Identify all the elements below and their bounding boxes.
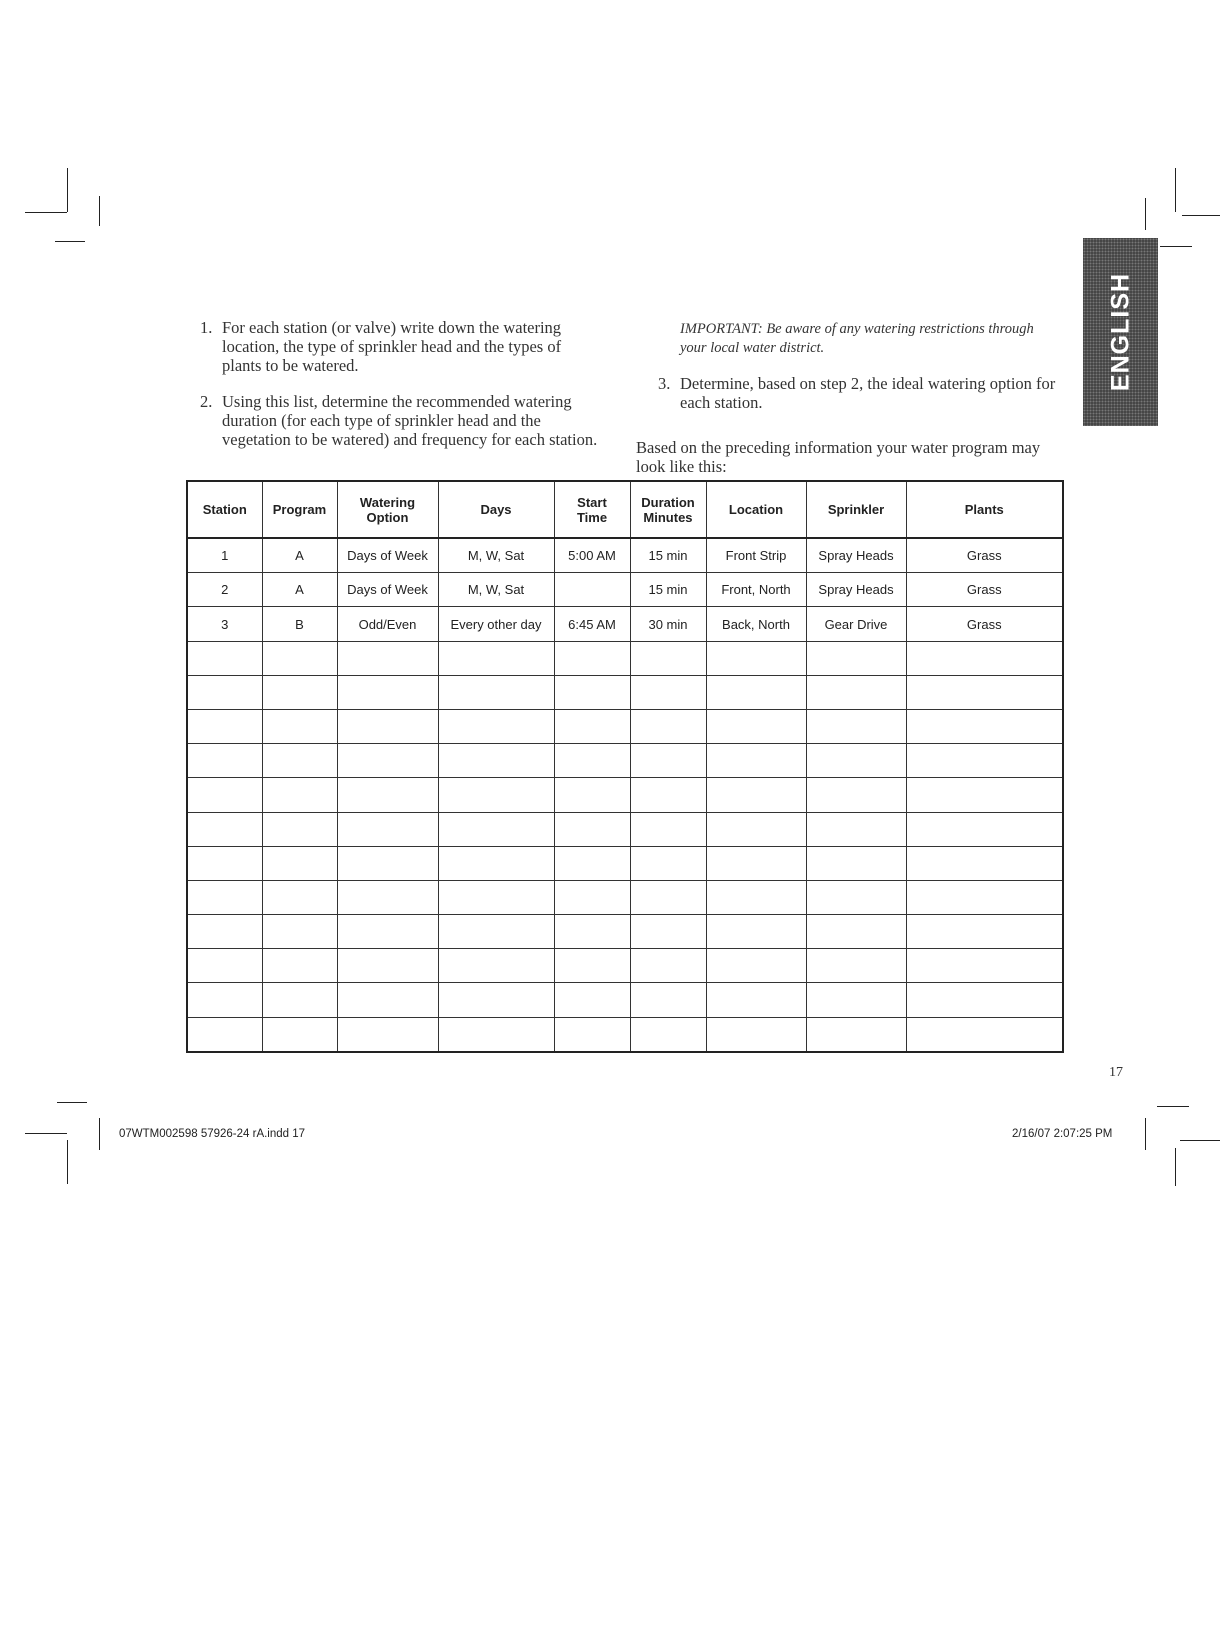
empty-cell [187,949,262,983]
empty-cell [187,880,262,914]
empty-cell [706,880,806,914]
text-line: Using this list, determine the recommended watering [222,392,572,411]
table-cell: Back, North [706,607,806,641]
column-header-label: Plants [964,502,1004,517]
empty-cell [706,812,806,846]
empty-cell [706,744,806,778]
empty-cell [337,915,438,949]
column-header [438,481,554,538]
empty-cell [438,675,554,709]
empty-cell [806,846,906,880]
empty-cell [187,675,262,709]
empty-cell [187,744,262,778]
empty-table-row [187,641,1063,675]
empty-cell [438,812,554,846]
page-number: 17 [1109,1065,1123,1080]
table-row [187,607,1063,641]
table-header-row [187,481,1063,538]
empty-cell [262,675,337,709]
crop-mark [67,168,68,212]
table-intro [636,438,1076,476]
empty-table-row [187,846,1063,880]
empty-cell [187,641,262,675]
text-line: plants to be watered. [222,356,359,375]
empty-table-row [187,1017,1063,1052]
empty-cell [630,778,706,812]
empty-cell [262,778,337,812]
table-cell: A [262,538,337,573]
empty-cell [706,949,806,983]
footer-timestamp: 2/16/07 2:07:25 PM [1012,1128,1113,1140]
empty-cell [806,1017,906,1052]
table-cell: Every other day [438,607,554,641]
empty-cell [806,641,906,675]
empty-cell [438,641,554,675]
text-line: your local water district. [680,340,825,356]
empty-cell [806,709,906,743]
text-line: For each station (or valve) write down the watering [222,318,562,337]
empty-cell [906,709,1063,743]
column-header-label: Days [480,502,512,517]
table-cell: M, W, Sat [438,538,554,573]
empty-cell [630,641,706,675]
empty-cell [262,1017,337,1052]
text-line: vegetation to be watered) and frequency for each station. [222,430,598,449]
column-header-label: Duration Minutes [641,494,695,525]
empty-cell [906,1017,1063,1052]
empty-cell [262,915,337,949]
empty-cell [337,880,438,914]
empty-cell [438,778,554,812]
empty-cell [630,675,706,709]
column-header [906,481,1063,538]
empty-table-row [187,915,1063,949]
empty-table-row [187,949,1063,983]
column-header [554,481,630,538]
empty-cell [906,915,1063,949]
empty-table-row [187,983,1063,1017]
step-number: 3. [658,374,671,393]
empty-cell [554,846,630,880]
empty-cell [187,778,262,812]
crop-mark [57,1102,87,1103]
step-number: 1. [200,318,213,337]
step-text [222,392,597,449]
table-cell: 15 min [630,538,706,573]
empty-cell [262,709,337,743]
empty-cell [906,641,1063,675]
empty-cell [630,709,706,743]
empty-cell [906,949,1063,983]
table-cell: 5:00 AM [554,538,630,573]
empty-cell [706,846,806,880]
empty-cell [337,1017,438,1052]
empty-cell [706,675,806,709]
empty-cell [906,880,1063,914]
crop-mark [67,1140,68,1184]
footer-filename: 07WTM002598 57926-24 rA.indd 17 [119,1128,306,1140]
column-header-label: Sprinkler [827,502,885,517]
text-line: look like this: [636,457,727,476]
empty-cell [906,778,1063,812]
empty-cell [554,983,630,1017]
empty-cell [187,983,262,1017]
text-line: duration (for each type of sprinkler head and the [222,411,541,430]
empty-cell [630,744,706,778]
empty-cell [630,983,706,1017]
table-cell: Gear Drive [806,607,906,641]
empty-cell [438,709,554,743]
empty-cell [706,915,806,949]
empty-cell [337,744,438,778]
table-row [187,538,1063,573]
empty-cell [554,880,630,914]
crop-mark [1180,1140,1220,1141]
empty-cell [630,812,706,846]
table-cell: 3 [187,607,262,641]
empty-cell [554,744,630,778]
crop-mark [1145,1118,1146,1150]
empty-cell [262,983,337,1017]
empty-cell [337,778,438,812]
crop-mark [25,212,67,213]
empty-cell [906,812,1063,846]
table-cell: Spray Heads [806,538,906,573]
empty-cell [554,709,630,743]
table-cell: 30 min [630,607,706,641]
empty-cell [554,675,630,709]
column-header-label: Location [728,502,784,517]
table-cell: Days of Week [337,538,438,573]
empty-cell [806,915,906,949]
step-text [680,374,1055,412]
instruction-step-2 [200,392,630,452]
text-line: IMPORTANT: Be aware of any watering restrictions through [680,321,1034,337]
column-header [262,481,337,538]
empty-cell [554,915,630,949]
empty-cell [187,915,262,949]
text-line: Based on the preceding information your water program may [636,438,1041,457]
empty-cell [806,675,906,709]
table-cell [554,573,630,607]
table-cell: B [262,607,337,641]
empty-cell [337,983,438,1017]
empty-cell [630,949,706,983]
step-number: 2. [200,392,213,411]
empty-cell [262,949,337,983]
empty-cell [337,812,438,846]
empty-cell [554,778,630,812]
empty-table-row [187,880,1063,914]
empty-cell [906,846,1063,880]
empty-cell [706,709,806,743]
crop-mark [99,196,100,226]
empty-cell [806,880,906,914]
empty-table-row [187,812,1063,846]
empty-cell [187,1017,262,1052]
empty-cell [706,983,806,1017]
empty-cell [806,778,906,812]
step-text [222,318,561,375]
watering-schedule-table [186,480,1064,1053]
empty-cell [337,846,438,880]
crop-mark [1160,246,1192,247]
empty-cell [630,915,706,949]
empty-cell [630,880,706,914]
crop-mark [1157,1106,1189,1107]
empty-cell [262,812,337,846]
empty-cell [630,846,706,880]
empty-cell [706,778,806,812]
empty-cell [337,949,438,983]
table-cell: M, W, Sat [438,573,554,607]
empty-cell [906,983,1063,1017]
table-cell: 6:45 AM [554,607,630,641]
text-line: Determine, based on step 2, the ideal watering option for [680,374,1056,393]
column-header [706,481,806,538]
important-note [680,320,1080,358]
column-header [337,481,438,538]
table-cell: Grass [906,607,1063,641]
column-header-label: Station [202,502,247,517]
table-cell: Grass [906,538,1063,573]
table-cell: Front Strip [706,538,806,573]
empty-cell [906,744,1063,778]
table-cell: A [262,573,337,607]
column-header [630,481,706,538]
empty-cell [554,812,630,846]
empty-cell [554,949,630,983]
empty-cell [262,846,337,880]
empty-cell [438,880,554,914]
column-header [806,481,906,538]
crop-mark [25,1133,67,1134]
crop-mark [1145,198,1146,230]
empty-cell [262,744,337,778]
empty-cell [187,846,262,880]
language-tab-label: ENGLISH [1106,272,1134,392]
instruction-step-1 [200,318,620,378]
empty-cell [187,709,262,743]
empty-cell [806,744,906,778]
empty-cell [337,641,438,675]
empty-table-row [187,675,1063,709]
table-cell: Odd/Even [337,607,438,641]
crop-mark [55,241,85,242]
empty-cell [630,1017,706,1052]
table-row [187,573,1063,607]
empty-table-row [187,709,1063,743]
text-line: each station. [680,393,763,412]
empty-cell [438,915,554,949]
column-header [187,481,262,538]
column-header-label: Program [272,502,327,517]
empty-cell [806,983,906,1017]
empty-cell [806,812,906,846]
language-tab [1083,238,1158,426]
empty-cell [438,744,554,778]
table-cell: 1 [187,538,262,573]
empty-cell [906,675,1063,709]
empty-cell [438,949,554,983]
empty-cell [554,641,630,675]
text-line: location, the type of sprinkler head and the types of [222,337,562,356]
empty-cell [262,641,337,675]
empty-cell [438,1017,554,1052]
table-cell: Grass [906,573,1063,607]
empty-cell [262,880,337,914]
crop-mark [1175,1148,1176,1186]
crop-mark [99,1118,100,1150]
column-header-label: Start Time [576,494,608,525]
table-cell: 15 min [630,573,706,607]
empty-cell [806,949,906,983]
crop-mark [1175,168,1176,212]
empty-cell [337,675,438,709]
empty-cell [706,1017,806,1052]
empty-table-row [187,778,1063,812]
empty-cell [706,641,806,675]
empty-cell [438,983,554,1017]
empty-cell [187,812,262,846]
empty-table-row [187,744,1063,778]
empty-cell [554,1017,630,1052]
table-cell: Front, North [706,573,806,607]
empty-cell [337,709,438,743]
table-cell: Days of Week [337,573,438,607]
empty-cell [438,846,554,880]
table-cell: Spray Heads [806,573,906,607]
table-cell: 2 [187,573,262,607]
crop-mark [1182,215,1220,216]
column-header-label: Watering Option [359,494,416,525]
instruction-step-3 [658,374,1078,414]
